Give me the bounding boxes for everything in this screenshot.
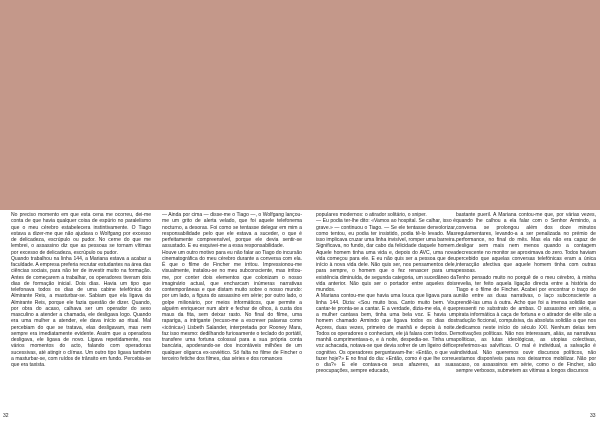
page-number-left: 32: [3, 413, 9, 419]
color-banner: [0, 0, 600, 210]
text-column-2: [162, 212, 302, 412]
paragraph: No preciso momento em que esta cena me ocorreu, dei-me conta de que havia qualquer coisa de espúrio no paralelismo que o meu cérebro estabelecera instintivamente. O Tiago estava a dizer-me que não ajudava o Wolfgang por excesso de delicadeza, escrúpulo ou pudor. No cerne do que me lembrei, o assassino diz que as pessoas se tornam vítimas por excesso de delicadeza, escrúpulo ou pudor.: [11, 212, 151, 256]
paragraph: A Mariana contou-me que havia uma louca que ligava para a linha 144. Dizia: «Sou muito boa. Canto muito bem. Vou cantar-te pronta-se a cantar. E a verdade, dizia-me ela, é que a mulher cantava bem, tinha uma bela voz. E havia um homem chamado Armindo que ligava todos os dias dos Açores, duas vezes, primeiro de manhã e depois à noite. Todos os operadores o conheciam, ele já falara com todos. De manhã cumprimentava-o, e à noite, despedia-se. Tinha uma voz achacada, notava-se que devia sofrer de um ligeiro défice cognitivo. Os operadores perguntavam-lhe: «Então, o que vai fazer hoje?» E no final do dia: «Então, como é que lhe correu o dia?» E ele contava-os seus afazeres, as suas preocupações, sempre educado,: [316, 293, 456, 375]
paragraph: populares modernos: o atirador solitário, o sniper.: [316, 212, 427, 218]
text-column-4: [456, 212, 596, 412]
text-column-3: [316, 212, 456, 412]
paragraph: bastante pueril. A Mariana contou-me que, por várias vezes, quando lhe calhou a ela falar com o Senhor Armindo, a conversa se prolongou além dos doze minutos regulamentares, levando-a a ser penalizada no prémio de performance, no final do mês. Mas ela não era capaz de desligar sem mais nem menos quando a contagem decrescente no monitor se aproximava do zero. Todos haviam percebido que aquelas conversas telefónicas eram a única interacção afectiva que aquele homem tinha com outras pessoas.: [456, 212, 596, 275]
paragraph: Quando trabalhou na linha 144, a Mariana estava a acabar a faculdade. A empresa preferia recrutar estudantes na área das ciências sociais, para não ter de investir muito na formação. Antes de começarem a trabalhar, os operadores tiveram dois dias de formação inicial. Dois dias. Havia um tipo que telefonava todos os dias de uma cabine telefónica do Almirante Reis, a masturbar-se. Sabiam que ela ligava da Almirante Reis, porque ele fazia questão de dizer. Quando, por obra do acaso, calhava ser um operador do sexo masculino a atender a chamada, ele desligava logo. Quando era uma mulher a atender, ele dava início ao ritual. Mal percebiam do que se tratava, elas desligavam, mas nem sempre era imediatamente evidente. Assim que a operadora desligava, ele ligava de novo. Ligava repetidamente, nos vários momentos do acto, falando com operadoras sucessivas, até atingir o clímax. Um outro tipo ligava também a masturbar-se, com ruídos de trânsito em fundo. Percebia-se que era taxista.: [11, 255, 151, 368]
paragraph: — Ainda por cima — disse-me o Tiago —, o Wolfgang lançou-me um grito de alerta velado, que foi aquele telefonema nocturno, a desoras. Foi como se tentasse delegar em mim a responsabilidade pelo que ele estava a suceder, o que é perfeitamente compreensível, porque ele devia sentir-se assustado. E eu esquivei-me a essa responsabilidade.: [162, 212, 302, 250]
paragraph: — Eu podia ter-lhe dito: «Vamos ao hospital. Se calhar, isso é grave.» — continuou o Tiago. — Se ele tentasse denvolorizar, como tentou, eu podia ter insistido, podia tê-lo levado. Mas isso implicava cruzar uma linha invisível, romper uma barreira. Significava, no fundo, dar cabo da felicidade daquele homem. Aquele homem tinha uma vida e, depois do AVC, uma nova vida começou para ele. E eu não quis ser a pessoa que deu início à nova vida dele. Não quis ser, nos pensamentos dele, para sempre, o homem que o fez renascer para uma existência diminuída, de segunda categoria, um sucedâneo da vida anterior. Não quis ser o portador entre aqueles dois mundos.: [316, 218, 456, 293]
paragraph: Tenho pensado muito no porquê de o meu cérebro, à minha revelia, ter feito aquela ligação directa entre a história do Tiago e o filme de Fincher. Acabei por encontrar o traço de união entre as duas narrativas, o laço subconsciente a prendê-las uma à outra. Acho que foi a imensa solidão que pressenti no substrato de ambas. O assassino em série, a pirata informática à caça de fortuna e o atirador de elite são a tradução ficcional, compulsiva, da absoluta solidão a que nos dedicamos neste início do século XXI. Nenhum delas tem motivações políticas. Não nos interessam, aliás, as narrativas políticas, as lutas ideológicas, as utopias colectivas, preferimos-as salvíficas. O mal é individual, a salvação é individual. Não queremos ouvir discursos políticos, não estamos disponíveis para nos deixarmos mobilizar. Não por acaso, os assassinos em série, como o de Fincher, são sempre verbosos, submetem as vítimas a longos discursos: [456, 274, 596, 375]
paragraph: Houve um outro motivo para eu não falar ao Tiago do incursão cinematográfica do meu cérebro durante a conversa com ela. É que o filme de Fincher me irritou. Impressionou-me visualmente, instalou-se no meu subconsciente, mas irritou-me, por conter dois elementos que colonizam o nosso imaginário actual, que encharcam inúmeras narrativas contemporâneas e que distam muito sobre o nosso mundo: por um lado, a figura do assassino em série; por outro lado, o golpe milionário, por meios informáticos, que permite a alguém enriquecer num abrir e fechar de olhos, à custa dos maus da fita, sem deixar rasto. No final do filme, uma rapariga, a intrigante (recuso-me a escrever palavras como «icónica») Lisbeth Salander, interpretada por Rooney Mara, faz isso mesmo: dedilhando furiosamente o teclado do portátil, transfere uma fortuna colossal para a sua própria conta bancária, apoderando-se dos incontáveis milhões de um qualquer oligarca ex-soviético. Só falta no filme de Fincher o terceiro fetiche dos filmes, das séries e dos romances: [162, 249, 302, 362]
page-number-right: 33: [590, 413, 596, 419]
text-column-1: [11, 212, 151, 412]
